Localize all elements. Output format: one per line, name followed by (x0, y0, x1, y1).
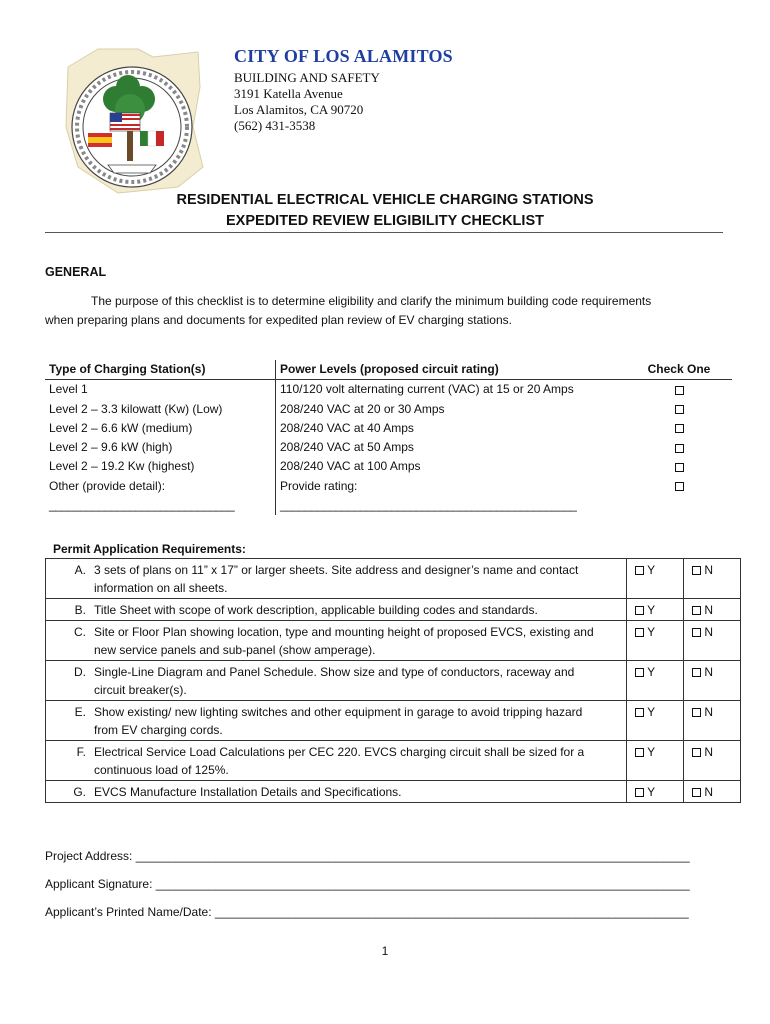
station-type: Level 2 – 19.2 Kw (highest) (45, 457, 276, 476)
item-text: Show existing/ new lighting switches and other equipment in garage to avoid tripping hazard from EV charging cords. (94, 705, 583, 737)
power-level: 208/240 VAC at 50 Amps (280, 440, 414, 455)
table-row (46, 741, 741, 781)
item-letter: G. (73, 785, 86, 799)
table-row (45, 438, 732, 457)
station-type: Level 2 – 3.3 kilowatt (Kw) (Low) (45, 400, 276, 419)
document-title-line1: RESIDENTIAL ELECTRICAL VEHICLE CHARGING STATIONS (176, 192, 594, 208)
yes-label: Y (647, 603, 656, 617)
check-one-checkbox[interactable] (675, 405, 684, 414)
item-letter: B. (74, 603, 86, 617)
no-option[interactable] (684, 701, 741, 741)
table-row (45, 496, 732, 515)
no-label: N (704, 785, 714, 799)
power-level: Provide rating: (280, 478, 358, 493)
yes-option[interactable] (627, 559, 684, 599)
yes-option[interactable] (627, 781, 684, 803)
yes-checkbox[interactable] (635, 788, 644, 797)
table-header-row (45, 360, 732, 380)
printed-name-date-field[interactable]: Applicant’s Printed Name/Date: _______________________________________________________________________ (45, 905, 689, 919)
yes-option[interactable] (627, 701, 684, 741)
table-row (46, 661, 741, 701)
power-level: 208/240 VAC at 20 or 30 Amps (280, 401, 445, 416)
no-checkbox[interactable] (692, 628, 701, 637)
station-type: Level 2 – 6.6 kW (medium) (45, 419, 276, 438)
check-one-checkbox[interactable] (675, 482, 684, 491)
station-type: Level 2 – 9.6 kW (high) (45, 438, 276, 457)
item-letter: D. (74, 665, 86, 679)
yes-option[interactable] (627, 661, 684, 701)
no-option[interactable] (684, 621, 741, 661)
no-label: N (704, 563, 714, 577)
yes-checkbox[interactable] (635, 748, 644, 757)
yes-checkbox[interactable] (635, 708, 644, 717)
header-type: Type of Charging Station(s) (45, 360, 276, 380)
table-row (46, 781, 741, 803)
other-detail-field[interactable]: ______________________________ (45, 496, 276, 515)
power-level: 208/240 VAC at 100 Amps (280, 459, 421, 474)
table-row (45, 457, 732, 476)
yes-option[interactable] (627, 621, 684, 661)
station-type: Other (provide detail): (45, 477, 276, 496)
general-heading: GENERAL (45, 265, 107, 279)
no-checkbox[interactable] (692, 668, 701, 677)
yes-checkbox[interactable] (635, 628, 644, 637)
charging-station-table (45, 360, 732, 515)
yes-label: Y (647, 563, 656, 577)
item-letter: F. (76, 745, 86, 759)
no-option[interactable] (684, 599, 741, 621)
other-rating-field[interactable]: ________________________________________________ (280, 498, 577, 513)
no-label: N (704, 745, 714, 759)
no-checkbox[interactable] (692, 708, 701, 717)
street-address: 3191 Katella Avenue (234, 86, 343, 101)
yes-option[interactable] (627, 599, 684, 621)
yes-label: Y (647, 665, 656, 679)
check-one-checkbox[interactable] (675, 444, 684, 453)
no-option[interactable] (684, 781, 741, 803)
no-label: N (704, 705, 714, 719)
item-text: Title Sheet with scope of work description, applicable building codes and standards. (94, 603, 538, 617)
general-paragraph-line2: when preparing plans and documents for expedited plan review of EV charging stations. (45, 313, 512, 327)
no-option[interactable] (684, 661, 741, 701)
permit-requirements-heading: Permit Application Requirements: (53, 542, 246, 556)
table-row (46, 621, 741, 661)
yes-checkbox[interactable] (635, 606, 644, 615)
project-address-field[interactable]: Project Address: ___________________________________________________________________________________ (45, 849, 690, 863)
city-state-zip: Los Alamitos, CA 90720 (234, 102, 364, 117)
document-title-line2: EXPEDITED REVIEW ELIGIBILITY CHECKLIST (226, 213, 544, 229)
check-one-checkbox[interactable] (675, 386, 684, 395)
header-power: Power Levels (proposed circuit rating) (276, 360, 627, 380)
table-row (45, 380, 732, 400)
item-text: Electrical Service Load Calculations per CEC 220. EVCS charging circuit shall be sized for a continuous load of 125%. (94, 745, 585, 777)
city-seal-logo (58, 47, 208, 195)
item-letter: A. (74, 563, 86, 577)
no-checkbox[interactable] (692, 788, 701, 797)
table-row (46, 559, 741, 599)
yes-checkbox[interactable] (635, 566, 644, 575)
title-divider (45, 232, 723, 233)
item-text: Single-Line Diagram and Panel Schedule. Show size and type of conductors, raceway and circuit breaker(s). (94, 665, 575, 697)
table-row (45, 477, 732, 496)
no-label: N (704, 625, 714, 639)
yes-label: Y (647, 705, 656, 719)
no-checkbox[interactable] (692, 748, 701, 757)
table-row (45, 400, 732, 419)
no-checkbox[interactable] (692, 606, 701, 615)
item-text: 3 sets of plans on 11” x 17” or larger sheets. Site address and designer’s name and contact information on all sheets. (94, 563, 579, 595)
yes-label: Y (647, 745, 656, 759)
no-checkbox[interactable] (692, 566, 701, 575)
no-option[interactable] (684, 741, 741, 781)
no-option[interactable] (684, 559, 741, 599)
phone-number: (562) 431-3538 (234, 118, 316, 133)
city-name: CITY OF LOS ALAMITOS (234, 46, 453, 66)
applicant-signature-field[interactable]: Applicant Signature: ________________________________________________________________________________ (45, 877, 690, 891)
power-level: 208/240 VAC at 40 Amps (280, 420, 414, 435)
yes-label: Y (647, 625, 656, 639)
station-type: Level 1 (45, 380, 276, 400)
page-number: 1 (381, 944, 389, 958)
table-row (46, 599, 741, 621)
permit-requirements-table (45, 558, 741, 803)
general-paragraph-line1: The purpose of this checklist is to determine eligibility and clarify the minimum building code requirements (91, 294, 652, 308)
power-level: 110/120 volt alternating current (VAC) at 15 or 20 Amps (280, 382, 574, 397)
department-name: BUILDING AND SAFETY (234, 70, 380, 85)
item-text: Site or Floor Plan showing location, type and mounting height of proposed EVCS, existing and new service panels and sub-panel (show amperage). (94, 625, 594, 657)
table-row (46, 701, 741, 741)
no-label: N (704, 665, 714, 679)
check-one-checkbox[interactable] (675, 424, 684, 433)
item-letter: E. (74, 705, 86, 719)
header-check-one: Check One (626, 360, 732, 380)
table-row (45, 419, 732, 438)
no-label: N (704, 603, 714, 617)
check-one-checkbox[interactable] (675, 463, 684, 472)
yes-option[interactable] (627, 741, 684, 781)
item-letter: C. (74, 625, 86, 639)
yes-checkbox[interactable] (635, 668, 644, 677)
yes-label: Y (647, 785, 656, 799)
item-text: EVCS Manufacture Installation Details and Specifications. (94, 785, 402, 799)
